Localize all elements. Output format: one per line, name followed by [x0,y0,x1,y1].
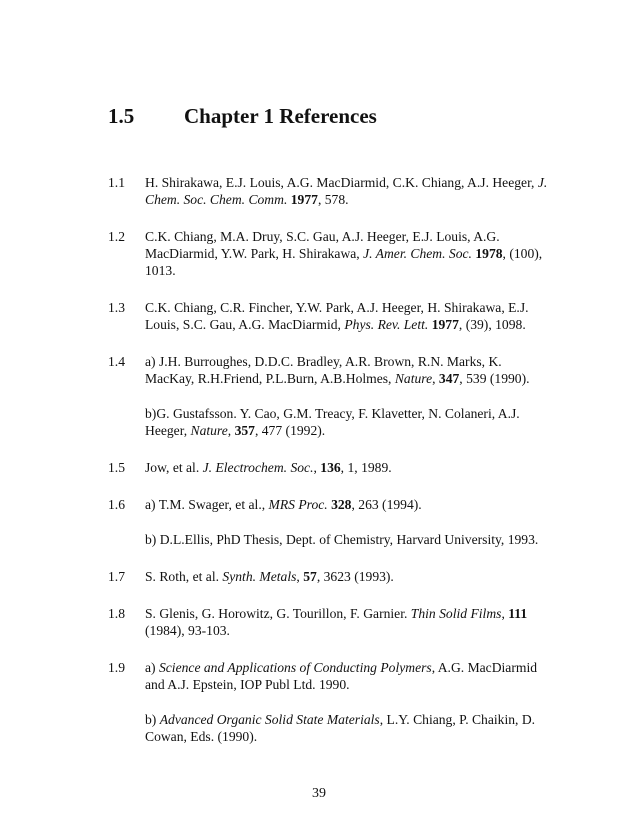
reference-citation [145,568,548,585]
citation-volume: 57 [303,569,317,584]
citation-title: Thin Solid Films [410,606,502,621]
citation-text: (1984), 93-103. [145,623,230,638]
citation-volume: 347 [438,371,460,386]
reference-citation [145,531,548,548]
citation-title: Science and Applications of Conducting Polymers [158,660,432,675]
page-number: 39 [312,786,326,801]
citation-volume: 357 [234,423,255,438]
section-number: 1.5 [108,104,135,128]
citation-text: , 1, 1989. [340,460,392,475]
reference-item [108,496,548,548]
reference-body [145,605,548,639]
citation-title: MRS Proc. [268,497,328,512]
citation-text: , 578. [317,192,349,207]
citation-text: , [432,371,439,386]
reference-body [145,459,548,476]
reference-body [145,299,548,333]
citation-text: C.K. Chiang, M.A. Druy, S.C. Gau, A.J. Heeger, E.J. Louis, A.G. MacDiarmid, Y.W. Park, H. Shirakawa, [145,229,500,261]
reference-number: 1.5 [108,460,125,475]
reference-body [145,568,548,585]
reference-citation [145,605,548,639]
reference-number: 1.7 [108,569,125,584]
citation-text: , [313,460,321,475]
reference-citation [145,711,548,745]
citation-text: S. Glenis, G. Horowitz, G. Tourillon, F. Garnier. [145,606,411,621]
citation-text: b) [145,712,160,727]
reference-number: 1.6 [108,497,125,512]
citation-title: J. Amer. Chem. Soc. [363,246,472,261]
reference-number: 1.3 [108,300,125,315]
citation-text: , (100), 1013. [145,246,543,278]
citation-text: , (39), 1098. [458,317,526,332]
citation-text: , [501,606,509,621]
reference-item [108,353,548,439]
citation-text: , 263 (1994). [351,497,422,512]
citation-text: C.K. Chiang, C.R. Fincher, Y.W. Park, A.J. Heeger, H. Shirakawa, E.J. Louis, S.C. Gau, A.G. MacDiarmid, [145,300,529,332]
citation-text: a) J.H. Burroughes, D.D.C. Bradley, A.R. Brown, R.N. Marks, K. MacKay, R.H.Friend, P.L.Burn, A.B.Holmes, [145,354,502,386]
citation-volume: 1978 [475,246,503,261]
reference-body [145,659,548,745]
citation-title: Advanced Organic Solid State Materials [159,712,380,727]
reference-citation [145,659,548,693]
citation-text: H. Shirakawa, E.J. Louis, A.G. MacDiarmid, C.K. Chiang, A.J. Heeger, [145,175,538,190]
citation-text: a) T.M. Swager, et al., [145,497,269,512]
citation-volume: 111 [508,606,528,621]
citation-title: J. Electrochem. Soc. [202,460,314,475]
citation-text: , [296,569,304,584]
reference-number: 1.8 [108,606,125,621]
reference-body [145,353,548,439]
citation-title: Nature [394,371,433,386]
citation-text: , 477 (1992). [254,423,326,438]
reference-body [145,496,548,548]
citation-text: a) [145,660,159,675]
reference-item [108,459,548,476]
reference-citation [145,405,548,439]
section-heading [108,104,377,128]
citation-text: b)G. Gustafsson. Y. Cao, G.M. Treacy, F. Klavetter, N. Colaneri, A.J. Heeger, [145,406,520,438]
reference-body [145,228,548,279]
citation-text: , 539 (1990). [459,371,530,386]
reference-citation [145,299,548,333]
citation-volume: 136 [320,460,341,475]
reference-item [108,568,548,585]
citation-title: Phys. Rev. Lett. [344,317,429,332]
reference-citation [145,174,548,208]
citation-text: , [227,423,235,438]
reference-citation [145,228,548,279]
citation-text: , A.G. MacDiarmid and A.J. Epstein, IOP Publ Ltd. 1990. [145,660,538,692]
citation-title: J. Chem. Soc. Chem. Comm. [145,175,548,207]
reference-number: 1.9 [108,660,125,675]
reference-body [145,174,548,208]
citation-text: , L.Y. Chiang, P. Chaikin, D. Cowan, Eds. (1990). [145,712,536,744]
reference-item [108,174,548,208]
citation-title: Nature [190,423,228,438]
citation-text: Jow, et al. [145,460,203,475]
citation-text: S. Roth, et al. [145,569,223,584]
section-title: Chapter 1 References [184,104,377,128]
citation-text: , 3623 (1993). [316,569,394,584]
reference-citation [145,353,548,387]
reference-item [108,299,548,333]
citation-volume: 328 [331,497,352,512]
citation-volume: 1977 [290,192,318,207]
citation-volume: 1977 [431,317,459,332]
reference-number: 1.1 [108,175,125,190]
citation-text: b) D.L.Ellis, PhD Thesis, Dept. of Chemistry, Harvard University, 1993. [145,532,539,547]
reference-list [108,174,548,765]
citation-title: Synth. Metals [222,569,297,584]
reference-item [108,605,548,639]
reference-number: 1.4 [108,354,125,369]
reference-citation [145,459,548,476]
reference-citation [145,496,548,513]
reference-item [108,228,548,279]
reference-item [108,659,548,745]
reference-number: 1.2 [108,229,125,244]
